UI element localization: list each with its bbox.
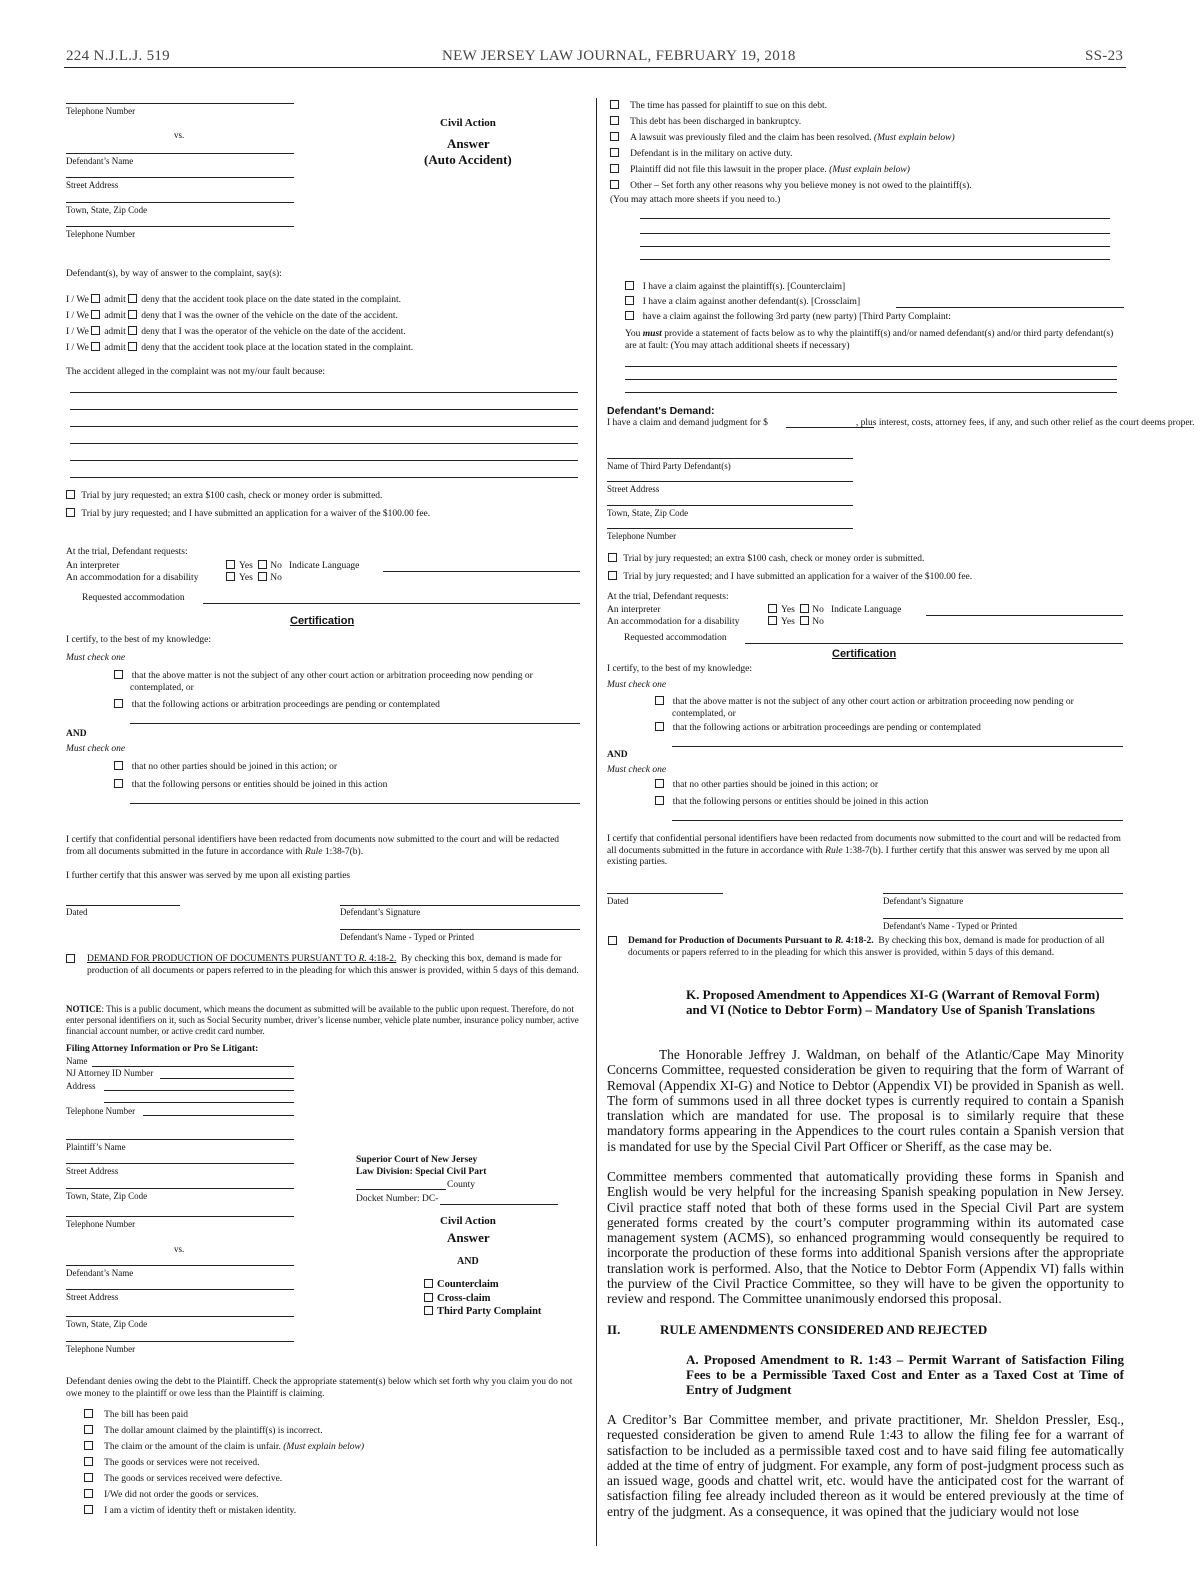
language-field-r[interactable] bbox=[926, 615, 1123, 616]
admit-checkbox-4[interactable] bbox=[91, 342, 100, 351]
trial-requests-label: At the trial, Defendant requests: bbox=[66, 547, 188, 557]
cert-checkbox-4[interactable] bbox=[114, 779, 123, 788]
jury-option-r2: Trial by jury requested; and I have submitted an application for a waiver of the $100.00 fee. bbox=[608, 571, 972, 583]
third-party-item: have a claim against the following 3rd party (new party) [Third Party Complaint: bbox=[625, 311, 951, 323]
accommodation-yes-checkbox[interactable] bbox=[226, 572, 235, 581]
cert-option-3: that no other parties should be joined in this action; or bbox=[114, 761, 337, 773]
interpreter-yes-checkbox-r[interactable] bbox=[768, 604, 777, 613]
requested-accommodation-label-r: Requested accommodation bbox=[624, 633, 727, 643]
reason-checkbox[interactable] bbox=[610, 116, 619, 125]
defendant-street-label: Street Address bbox=[66, 1292, 119, 1302]
joined-parties-field-r[interactable] bbox=[672, 820, 1123, 821]
third-party-name-label: Name of Third Party Defendant(s) bbox=[607, 461, 731, 471]
joined-parties-field[interactable] bbox=[130, 803, 580, 804]
confidential-certification: I certify that confidential personal identifiers have been redacted from documents now submitted to the court and will be redacted from all documents submitted in the future in accordance with Rule 1:38-7(b). bbox=[66, 835, 560, 857]
requested-accommodation-label: Requested accommodation bbox=[82, 593, 185, 603]
docket-field[interactable] bbox=[440, 1204, 558, 1205]
certify-best-label: I certify, to the best of my knowledge: bbox=[66, 635, 212, 645]
jury-option-1: Trial by jury requested; an extra $100 cash, check or money order is submitted. bbox=[66, 490, 382, 502]
admit-deny-row-4: I / We admit deny that the accident took place at the location stated in the complaint. bbox=[66, 343, 414, 353]
deny-checkbox-3[interactable] bbox=[128, 326, 137, 335]
accommodation-yes-checkbox-r[interactable] bbox=[768, 616, 777, 625]
reason-item: The dollar amount claimed by the plaintiff(s) is incorrect. bbox=[84, 1425, 323, 1437]
article-paragraph-1: The Honorable Jeffrey J. Waldman, on behalf of the Atlantic/Cape May Minority Concerns Committee, requested consideration be given to requiring that the form of Warrant of Removal (Appendix XI-G) and Notice to Debtor (Appendix VI) be provided in Spanish as well. The form of summons used in all three docket types is currently required to contain a Spanish translation which are mandated for use. The proposal is to similarly require that these mandatory forms appearing in the Appendices to the court rules contain a Spanish version that is mandated for use by the Special Civil Part Officer or Sheriff, as the case may be. bbox=[607, 1047, 1124, 1154]
claim-checkbox-2[interactable] bbox=[625, 296, 634, 305]
civil-action-title-2: Civil Action bbox=[440, 1215, 496, 1227]
dated-field-r[interactable] bbox=[607, 893, 723, 894]
demand-production-text: DEMAND FOR PRODUCTION OF DOCUMENTS PURSUANT TO R. 4:18-2. By checking this box, demand is made for production of all documents or papers referred to in the pleading for which this answer is provided, within 5 days of this demand. bbox=[87, 954, 579, 976]
explain-line[interactable] bbox=[640, 246, 1110, 247]
signature-field[interactable] bbox=[340, 905, 580, 906]
cert-option-4: that the following persons or entities should be joined in this action bbox=[114, 779, 387, 791]
defendant-demand-heading: Defendant's Demand: bbox=[607, 405, 715, 417]
reason-item: The bill has been paid bbox=[84, 1409, 188, 1421]
plaintiff-telephone-field[interactable] bbox=[66, 1216, 294, 1217]
fault-line[interactable] bbox=[70, 443, 578, 444]
docket-label: Docket Number: DC- bbox=[356, 1194, 439, 1204]
header-rule bbox=[64, 67, 1126, 68]
fault-line[interactable] bbox=[70, 460, 578, 461]
counterclaim-item: I have a claim against the plaintiff(s). [Counterclaim] bbox=[625, 281, 845, 293]
interpreter-no-checkbox[interactable] bbox=[258, 560, 267, 569]
third-party-name-field[interactable] bbox=[607, 458, 853, 459]
defendant-name-label-2: Defendant’s Name bbox=[66, 1268, 134, 1278]
and-label: AND bbox=[66, 729, 87, 739]
interpreter-options: Yes No Indicate Language bbox=[226, 560, 359, 572]
reason-item: The claim or the amount of the claim is unfair. (Must explain below) bbox=[84, 1441, 364, 1453]
cert-option-1b: contemplated, or bbox=[130, 683, 194, 693]
plaintiff-street-label: Street Address bbox=[66, 1166, 119, 1176]
jury-option-2: Trial by jury requested; and I have submitted an application for a waiver of the $100.00 fee. bbox=[66, 508, 430, 520]
must-check-label-2: Must check one bbox=[66, 744, 126, 754]
section-ii-heading: RULE AMENDMENTS CONSIDERED AND REJECTED bbox=[660, 1322, 988, 1337]
admit-checkbox-2[interactable] bbox=[91, 310, 100, 319]
jury-option-r1: Trial by jury requested; an extra $100 cash, check or money order is submitted. bbox=[608, 553, 924, 565]
must-provide-text: You must provide a statement of facts below as to why the plaintiff(s) and/or named defendant(s) and/or third party defendant(s) are at fault: (You may attach additional sheets if necessary) bbox=[625, 329, 1114, 351]
admit-deny-row-1: I / We admit deny that the accident took place on the date stated in the complaint. bbox=[66, 295, 402, 305]
cert-checkbox-2[interactable] bbox=[114, 699, 123, 708]
admit-deny-row-3: I / We admit deny that I was the operator of the vehicle on the date of the accident. bbox=[66, 327, 406, 337]
defendant-street-field[interactable] bbox=[66, 1289, 294, 1290]
demand-production-text-r: Demand for Production of Documents Pursuant to R. 4:18-2. By checking this box, demand is made for production of all documents or papers referred to in the pleading for which this answer is provided, within 5 days of this demand. bbox=[628, 936, 1105, 958]
cert-checkbox-r1[interactable] bbox=[655, 696, 664, 705]
deny-checkbox-1[interactable] bbox=[128, 294, 137, 303]
article-paragraph-3: A Creditor’s Bar Committee member, and private practitioner, Mr. Sheldon Pressler, Esq., requested consideration be given to amend Rule 1:43 to allow the filing fee for a warrant of satisfaction to be included as a permissible taxed cost and to have said filing fee automatically added at the time of entry of judgment. For example, any form of post-judgment process such as an issued wage, goods and chattel writ, etc. would have the anticipated cost for the warrant of satisfaction filing fee already included thereon as it would be entered previously at the time of entry of the judgment. As a consequence, it was opined that the judiciary would not lose bbox=[607, 1412, 1124, 1519]
defendant-telephone-field[interactable] bbox=[66, 1341, 294, 1342]
accommodation-no-checkbox-r[interactable] bbox=[800, 616, 809, 625]
third-party-street-label: Street Address bbox=[607, 484, 660, 494]
interpreter-options-r: Yes No Indicate Language bbox=[768, 604, 901, 616]
interpreter-no-checkbox-r[interactable] bbox=[800, 604, 809, 613]
name-typed-field[interactable] bbox=[340, 929, 580, 930]
reason-item: The goods or services were not received. bbox=[84, 1457, 260, 1469]
defendant-telephone-label: Telephone Number bbox=[66, 1344, 136, 1354]
accommodation-options: Yes No bbox=[226, 572, 282, 584]
reason-item: Other – Set forth any other reasons why you believe money is not owed to the plaintiff(s). bbox=[610, 180, 972, 192]
interpreter-yes-checkbox[interactable] bbox=[226, 560, 235, 569]
defendant-name-field[interactable] bbox=[66, 1265, 294, 1266]
auto-accident-title: (Auto Accident) bbox=[424, 152, 512, 167]
reason-checkbox[interactable] bbox=[84, 1425, 93, 1434]
notice-text: NOTICE: This is a public document, which means the document as submitted will be available to the public upon request. Therefore, do not enter personal identifiers on it, such as Social Security number, driver’s license number, vehicle plate number, insurance policy number, active financial account number, or active credit card number. bbox=[66, 1004, 579, 1036]
pending-actions-field[interactable] bbox=[130, 723, 580, 724]
dated-field[interactable] bbox=[66, 905, 180, 906]
telephone-label: Telephone Number bbox=[66, 106, 136, 116]
reason-item: I am a victim of identity theft or mistaken identity. bbox=[84, 1505, 296, 1517]
third-party-telephone-label: Telephone Number bbox=[607, 531, 677, 541]
third-party-street-field[interactable] bbox=[607, 481, 853, 482]
cert-option-r1: that the above matter is not the subject of any other court action or arbitration proceeding now pending or bbox=[655, 696, 1074, 708]
attach-note: (You may attach more sheets if you need to.) bbox=[610, 195, 781, 205]
demand-amount-field[interactable] bbox=[786, 427, 874, 428]
fault-line[interactable] bbox=[70, 392, 578, 393]
counterclaim-checkbox[interactable] bbox=[424, 1279, 433, 1288]
reason-checkbox[interactable] bbox=[610, 100, 619, 109]
signature-field-r[interactable] bbox=[883, 893, 1123, 894]
reason-checkbox[interactable] bbox=[84, 1505, 93, 1514]
third-party-option: Third Party Complaint bbox=[424, 1306, 541, 1318]
accommodation-field[interactable] bbox=[203, 603, 580, 604]
trial-requests-label-r: At the trial, Defendant requests: bbox=[607, 592, 729, 602]
reason-checkbox[interactable] bbox=[610, 180, 619, 189]
reason-checkbox[interactable] bbox=[610, 148, 619, 157]
name-typed-label-r: Defendant's Name - Typed or Printed bbox=[883, 921, 1018, 931]
claim-checkbox-3[interactable] bbox=[625, 311, 634, 320]
vs-label-2: vs. bbox=[174, 1244, 185, 1254]
attorney-telephone-field[interactable] bbox=[143, 1115, 294, 1116]
jury-checkbox-r2[interactable] bbox=[608, 571, 617, 580]
not-fault-label: The accident alleged in the complaint was not my/our fault because: bbox=[66, 367, 326, 377]
street-label: Street Address bbox=[66, 180, 119, 190]
crossclaim-checkbox[interactable] bbox=[424, 1293, 433, 1302]
jury-checkbox-1[interactable] bbox=[66, 490, 75, 499]
attorney-id-label: NJ Attorney ID Number bbox=[66, 1068, 154, 1078]
plaintiff-name-field[interactable] bbox=[66, 1139, 294, 1140]
attorney-id-field[interactable] bbox=[160, 1078, 294, 1079]
and-title-2: AND bbox=[457, 1256, 479, 1267]
cert-checkbox-3[interactable] bbox=[114, 761, 123, 770]
running-header-left: 224 N.J.L.J. 519 bbox=[66, 48, 170, 64]
attorney-address-field[interactable] bbox=[104, 1090, 294, 1091]
cert-checkbox-r3[interactable] bbox=[655, 779, 664, 788]
accommodation-no-checkbox[interactable] bbox=[258, 572, 267, 581]
interpreter-label-r: An interpreter bbox=[607, 605, 661, 615]
certification-heading-r: Certification bbox=[832, 648, 897, 660]
reason-checkbox[interactable] bbox=[84, 1441, 93, 1450]
reason-checkbox[interactable] bbox=[610, 132, 619, 141]
name-typed-label: Defendant's Name - Typed or Printed bbox=[340, 932, 475, 942]
third-party-town-field[interactable] bbox=[607, 505, 853, 506]
plaintiff-name-label: Plaintiff’s Name bbox=[66, 1142, 126, 1152]
pending-actions-field-r[interactable] bbox=[672, 746, 1123, 747]
accommodation-field-r[interactable] bbox=[745, 643, 1123, 644]
plaintiff-street-field[interactable] bbox=[66, 1163, 294, 1164]
town-label: Town, State, Zip Code bbox=[66, 205, 148, 215]
answer-title-2: Answer bbox=[447, 1230, 490, 1245]
reason-checkbox[interactable] bbox=[610, 164, 619, 173]
cert-option-r2: that the following actions or arbitration proceedings are pending or contemplated bbox=[655, 722, 981, 734]
answer-title: Answer bbox=[447, 136, 490, 151]
reason-checkbox[interactable] bbox=[84, 1489, 93, 1498]
cert-option-1: that the above matter is not the subject of any other court action or arbitration proceeding now pending or bbox=[114, 670, 533, 682]
admit-checkbox-3[interactable] bbox=[91, 326, 100, 335]
confidential-certification-r: I certify that confidential personal identifiers have been redacted from documents now submitted to the court and will be redacted from all documents submitted in the future in accordance with Rule 1:38-7(b). I further certify that this answer was served by me upon all existing parties. bbox=[607, 834, 1121, 867]
cert-option-r4: that the following persons or entities should be joined in this action bbox=[655, 796, 928, 808]
cert-option-r3: that no other parties should be joined in this action; or bbox=[655, 779, 878, 791]
reason-checkbox[interactable] bbox=[84, 1409, 93, 1418]
defendant-town-label: Town, State, Zip Code bbox=[66, 1319, 148, 1329]
article-paragraph-2: Committee members commented that automatically providing these forms in Spanish and English would be very helpful for the increasing Spanish speaking population in New Jersey. Civil practice staff noted that both of these forms used in the Special Civil Part are system generated forms created by the court’s computer programming within its automated case management system (ACMS), so enhanced programming would consequently be required to incorporate the production of these forms into additional Spanish versions after the appropriate translation work is performed. Also, that the Notice to Debtor Form (Appendix VI) falls within the purview of the Civil Practice Committee, so they will have to be given the opportunity to review and respond. The Committee unanimously endorsed this proposal. bbox=[607, 1169, 1124, 1307]
county-label: County bbox=[447, 1180, 475, 1190]
telephone2-label: Telephone Number bbox=[66, 229, 136, 239]
reason-item: A lawsuit was previously filed and the claim has been resolved. (Must explain below) bbox=[610, 132, 955, 144]
demand-production-checkbox-r[interactable] bbox=[608, 936, 617, 945]
attorney-address-label: Address bbox=[66, 1081, 96, 1091]
fault-line[interactable] bbox=[70, 426, 578, 427]
defendant-name-label: Defendant’s Name bbox=[66, 156, 134, 166]
civil-action-title: Civil Action bbox=[440, 117, 496, 129]
cert-checkbox-r4[interactable] bbox=[655, 796, 664, 805]
third-party-telephone-field[interactable] bbox=[607, 528, 853, 529]
answer-intro: Defendant(s), by way of answer to the complaint, say(s): bbox=[66, 269, 282, 279]
court-name: Superior Court of New Jersey bbox=[356, 1155, 478, 1165]
name-typed-field-r[interactable] bbox=[883, 918, 1123, 919]
reason-item: The goods or services received were defective. bbox=[84, 1473, 282, 1485]
certify-best-label-r: I certify, to the best of my knowledge: bbox=[607, 664, 753, 674]
jury-checkbox-r1[interactable] bbox=[608, 553, 617, 562]
admit-deny-row-2: I / We admit deny that I was the owner of the vehicle on the date of the accident. bbox=[66, 311, 398, 321]
explain-line[interactable] bbox=[640, 218, 1110, 219]
attorney-name-field[interactable] bbox=[92, 1066, 294, 1067]
must-check-label-r2: Must check one bbox=[607, 765, 667, 775]
third-party-town-label: Town, State, Zip Code bbox=[607, 508, 689, 518]
section-ii-number: II. bbox=[607, 1322, 621, 1337]
demand-production-checkbox[interactable] bbox=[66, 954, 75, 963]
reason-checkbox[interactable] bbox=[84, 1473, 93, 1482]
cert-option-2: that the following actions or arbitration proceedings are pending or contemplated bbox=[114, 699, 440, 711]
further-certify: I further certify that this answer was served by me upon all existing parties bbox=[66, 871, 351, 881]
signature-label: Defendant’s Signature bbox=[340, 907, 421, 917]
jury-checkbox-2[interactable] bbox=[66, 508, 75, 517]
crossclaim-item: I have a claim against another defendant(s). [Crossclaim] bbox=[625, 296, 860, 308]
facts-line[interactable] bbox=[625, 379, 1117, 380]
deny-checkbox-4[interactable] bbox=[128, 342, 137, 351]
section-a-heading: A. Proposed Amendment to R. 1:43 – Permit Warrant of Satisfaction Filing Fees to be a Permissible Taxed Cost and Enter as a Taxed Cost at Time of Entry of Judgment bbox=[686, 1352, 1124, 1397]
fault-line[interactable] bbox=[70, 477, 578, 478]
plaintiff-town-field[interactable] bbox=[66, 1188, 294, 1189]
reason-checkbox[interactable] bbox=[84, 1457, 93, 1466]
demand-line-1: I have a claim and demand judgment for $ , plus interest, costs, attorney fees, if any, and such other relief as the court deems proper. bbox=[607, 418, 1195, 428]
crossclaim-option: Cross-claim bbox=[424, 1293, 490, 1305]
and-label-r: AND bbox=[607, 750, 628, 760]
running-header-right: SS-23 bbox=[1085, 48, 1124, 64]
filing-attorney-heading: Filing Attorney Information or Pro Se Litigant: bbox=[66, 1044, 259, 1054]
claim-checkbox-1[interactable] bbox=[625, 281, 634, 290]
accommodation-label-r: An accommodation for a disability bbox=[607, 617, 740, 627]
accommodation-options-r: Yes No bbox=[768, 616, 824, 628]
dated-label: Dated bbox=[66, 907, 88, 917]
denies-debt-text: Defendant denies owing the debt to the Plaintiff. Check the appropriate statement(s) below which set forth why you claim you do not owe money to the plaintiff or owe less than the Plaintiff is claiming. bbox=[66, 1377, 573, 1399]
deny-checkbox-2[interactable] bbox=[128, 310, 137, 319]
running-header-center: NEW JERSEY LAW JOURNAL, FEBRUARY 19, 2018 bbox=[442, 48, 796, 64]
accommodation-label: An accommodation for a disability bbox=[66, 573, 199, 583]
admit-checkbox-1[interactable] bbox=[91, 294, 100, 303]
defendant-town-field[interactable] bbox=[66, 1316, 294, 1317]
counterclaim-option: Counterclaim bbox=[424, 1279, 499, 1291]
column-divider bbox=[596, 98, 597, 1546]
vs-label: vs. bbox=[174, 130, 185, 140]
explain-line[interactable] bbox=[640, 259, 1110, 260]
section-k-heading: K. Proposed Amendment to Appendices XI-G (Warrant of Removal Form) and VI (Notice to Debtor Form) – Mandatory Use of Spanish Translations bbox=[686, 987, 1100, 1017]
cert-checkbox-r2[interactable] bbox=[655, 722, 664, 731]
crossclaim-field[interactable] bbox=[896, 307, 1124, 308]
certification-heading: Certification bbox=[290, 615, 355, 627]
plaintiff-telephone-label: Telephone Number bbox=[66, 1219, 136, 1229]
county-field[interactable] bbox=[356, 1189, 446, 1190]
must-check-label: Must check one bbox=[66, 653, 126, 663]
cert-checkbox-1[interactable] bbox=[114, 670, 123, 679]
must-check-label-r: Must check one bbox=[607, 680, 667, 690]
explain-line[interactable] bbox=[640, 233, 1110, 234]
reason-item: The time has passed for plaintiff to sue on this debt. bbox=[610, 100, 827, 112]
reason-item: Defendant is in the military on active duty. bbox=[610, 148, 793, 160]
reason-item: I/We did not order the goods or services. bbox=[84, 1489, 259, 1501]
court-division: Law Division: Special Civil Part bbox=[356, 1167, 487, 1177]
facts-line[interactable] bbox=[625, 366, 1117, 367]
signature-label-r: Defendant’s Signature bbox=[883, 896, 964, 906]
attorney-name-label: Name bbox=[66, 1056, 88, 1066]
plaintiff-town-label: Town, State, Zip Code bbox=[66, 1191, 148, 1201]
dated-label-r: Dated bbox=[607, 896, 629, 906]
attorney-telephone-label: Telephone Number bbox=[66, 1106, 136, 1116]
reason-item: Plaintiff did not file this lawsuit in the proper place. (Must explain below) bbox=[610, 164, 910, 176]
cert-option-r1b: contemplated, or bbox=[672, 709, 736, 719]
language-field[interactable] bbox=[383, 571, 580, 572]
attorney-address-field-2[interactable] bbox=[104, 1102, 294, 1103]
fault-line[interactable] bbox=[70, 409, 578, 410]
third-party-checkbox[interactable] bbox=[424, 1306, 433, 1315]
interpreter-label: An interpreter bbox=[66, 561, 120, 571]
reason-item: This debt has been discharged in bankruptcy. bbox=[610, 116, 801, 128]
facts-line[interactable] bbox=[625, 392, 1117, 393]
